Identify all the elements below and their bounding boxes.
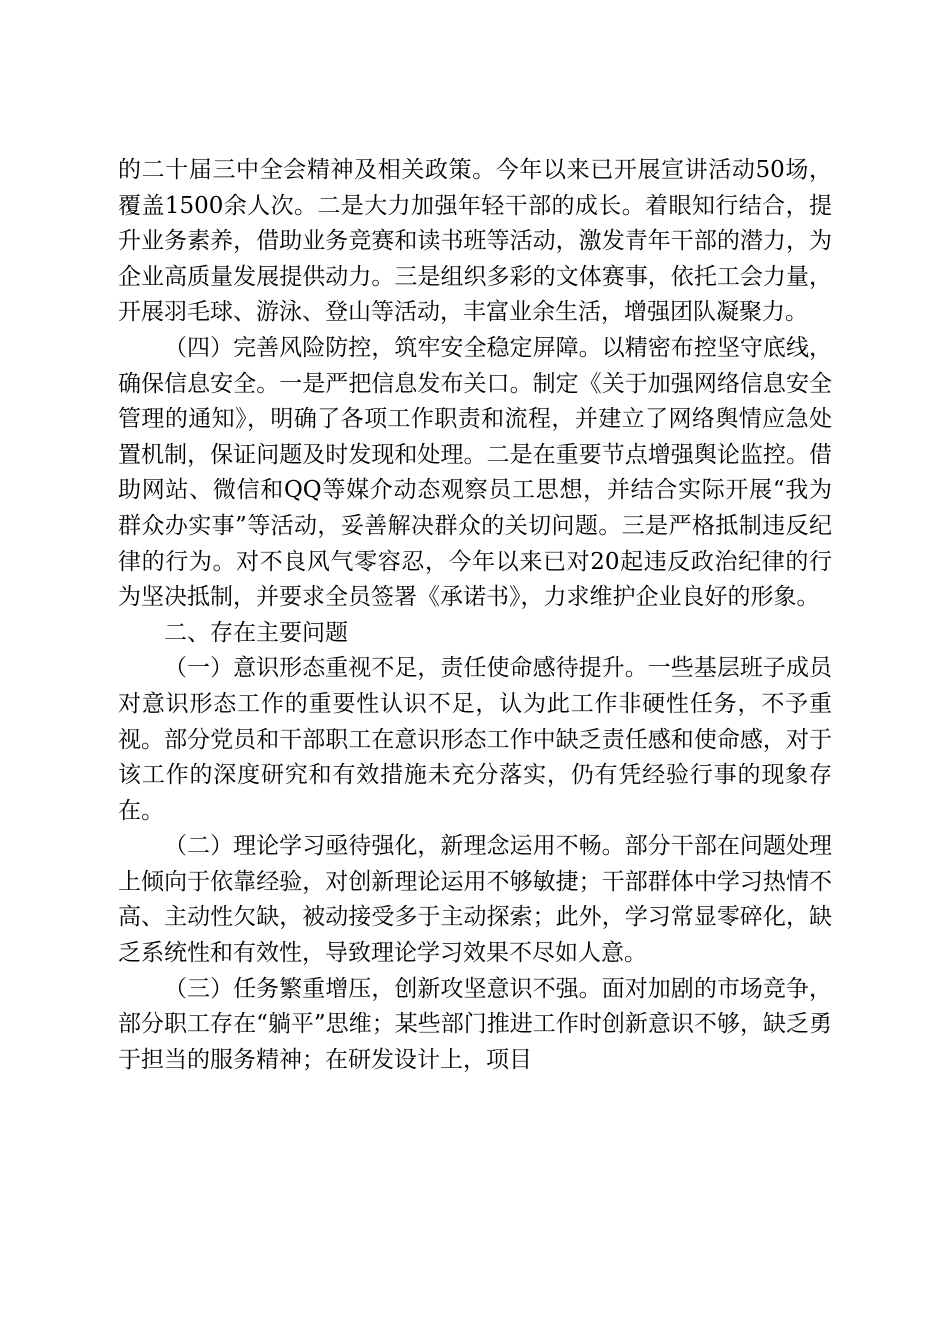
document-page: [118, 153, 832, 1078]
paragraph-body-issue-theory: 部分干部在问题处理上倾向于依靠经验，对创新理论运用不够敏捷；干部群体中学习热情不高、主动性欠缺，被动接受多于主动探索；此外，学习常显零碎化，缺乏系统性和有效性，导致理论学习效果不尽如人意。: [118, 833, 833, 967]
paragraph-risk-control: [118, 331, 832, 616]
paragraph-lead-risk-control: （四）完善风险防控，筑牢安全稳定屏障。: [164, 334, 602, 361]
paragraph-continuation: 的二十届三中全会精神及相关政策。今年以来已开展宣讲活动50场，覆盖1500余人次。二是大力加强年轻干部的成长。着眼知行结合，提升业务素养，借助业务竞赛和读书班等活动，激发青年干部的潜力，为企业高质量发展提供动力。三是组织多彩的文体赛事，依托工会力量，开展羽毛球、游泳、登山等活动，丰富业余生活，增强团队凝聚力。: [118, 157, 832, 326]
paragraph-lead-issue-theory: （二）理论学习亟待强化，新理念运用不畅。: [164, 833, 625, 860]
paragraph-issue-theory: [118, 829, 832, 971]
paragraph-lead-issue-ideology: （一）意识形态重视不足，责任使命感待提升。: [164, 655, 648, 682]
section-heading-main-issues: 二、存在主要问题: [164, 619, 348, 646]
paragraph-body-issue-innovation: 面对加剧的市场竞争，部分职工存在“躺平”思维；某些部门推进工作时创新意识不够，缺乏勇于担当的服务精神；在研发设计上，项目: [118, 975, 833, 1073]
paragraph-issue-ideology: [118, 651, 832, 829]
paragraph-issue-innovation: [118, 972, 832, 1079]
paragraph-lead-issue-innovation: （三）任务繁重增压，创新攻坚意识不强。: [164, 975, 602, 1002]
paragraph-body-issue-ideology: 一些基层班子成员对意识形态工作的重要性认识不足，认为此工作非硬性任务，不予重视。部分党员和干部职工在意识形态工作中缺乏责任感和使命感，对于该工作的深度研究和有效措施未充分落实，仍有凭经验行事的现象存在。: [118, 655, 833, 824]
paragraph-body-risk-control: 以精密布控坚守底线，确保信息安全。一是严把信息发布关口。制定《关于加强网络信息安全管理的通知》，明确了各项工作职责和流程，并建立了网络舆情应急处置机制，保证问题及时发现和处理。二是在重要节点增强舆论监控。借助网站、微信和QQ等媒介动态观察员工思想，并结合实际开展“我为群众办实事”等活动，妥善解决群众的关切问题。三是严格抵制违反纪律的行为。对不良风气零容忍，今年以来已对20起违反政治纪律的行为坚决抵制，并要求全员签署《承诺书》，力求维护企业良好的形象。: [118, 334, 833, 611]
